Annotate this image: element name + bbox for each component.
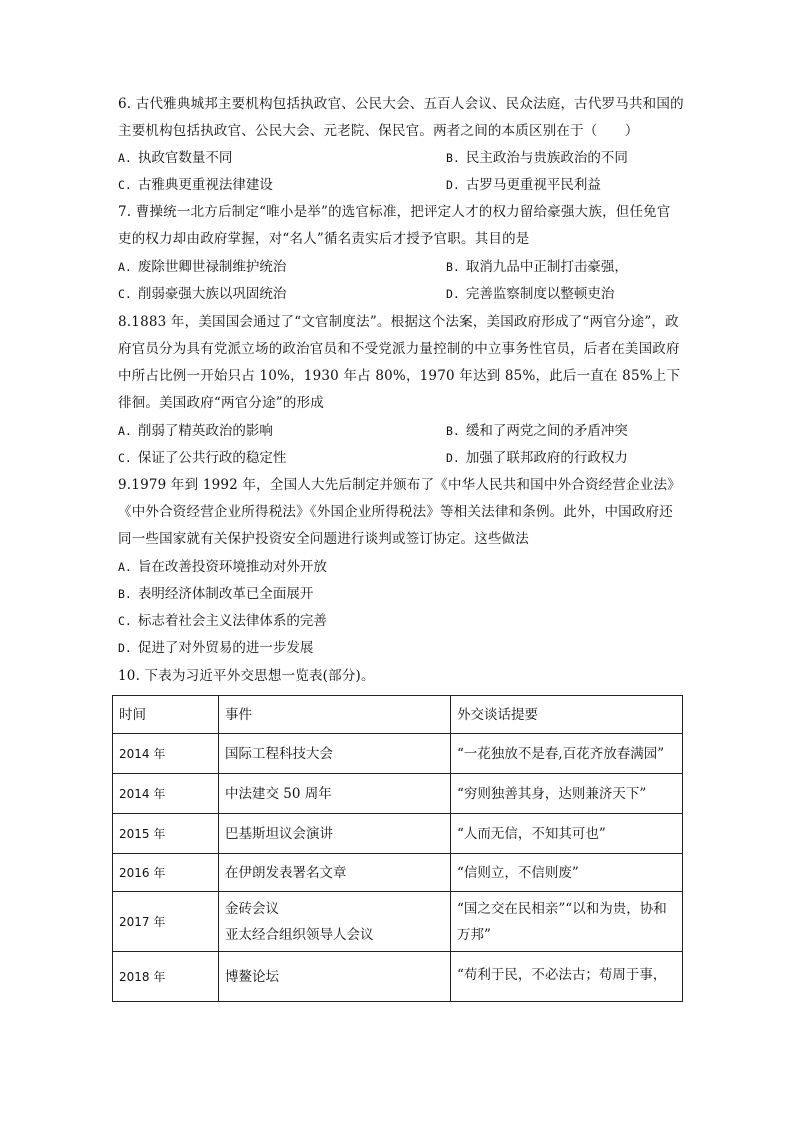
question-9-options — [118, 554, 684, 662]
option-c: C. 削弱豪强大族以巩固统治 — [118, 286, 287, 302]
option-b: B. 缓和了两党之间的矛盾冲突 — [446, 423, 628, 439]
option-d: D. 完善监察制度以整顿吏治 — [446, 286, 615, 302]
option-b: B. 民主政治与贵族政治的不同 — [446, 150, 628, 166]
option-c: C. 标志着社会主义法律体系的完善 — [118, 613, 327, 629]
option-row — [118, 281, 684, 308]
table-cell-quote: “一花独放不是春,百花齐放春满园” — [451, 734, 683, 774]
table-cell-quote: “苟利于民，不必法古；苟周于事， — [451, 952, 683, 1002]
table-row — [113, 734, 683, 774]
diplomacy-table — [112, 695, 683, 1002]
question-6-stem: 6. 古代雅典城邦主要机构包括执政官、公民大会、五百人会议、民众法庭，古代罗马共和国的主要机构包括执政官、公民大会、元老院、保民官。两者之间的本质区别在于（ ） — [118, 96, 684, 139]
question-6-options — [118, 145, 684, 199]
option-row — [118, 445, 684, 472]
table-cell-quote: “人而无信，不知其可也” — [451, 814, 683, 854]
option-row — [118, 254, 684, 281]
table-row — [113, 774, 683, 814]
table-cell-event: 在伊朗发表署名文章 — [219, 854, 451, 892]
table-cell-quote: “穷则独善其身，达则兼济天下” — [451, 774, 683, 814]
option-d: D. 促进了对外贸易的进一步发展 — [118, 640, 314, 656]
table-cell-event: 巴基斯坦议会演讲 — [219, 814, 451, 854]
question-8-options — [118, 418, 684, 472]
table-cell-event: 国际工程科技大会 — [219, 734, 451, 774]
table-header-row — [113, 696, 683, 734]
table-cell-event-line: 金砖会议 — [225, 900, 279, 917]
table-row — [113, 854, 683, 892]
table-cell-event — [219, 892, 451, 952]
table-row — [113, 952, 683, 1002]
table-cell-event: 博鳌论坛 — [219, 952, 451, 1002]
table-header-remarks: 外交谈话提要 — [451, 696, 683, 734]
option-c: C. 保证了公共行政的稳定性 — [118, 450, 287, 466]
option-a: A. 削弱了精英政治的影响 — [118, 423, 273, 439]
table-row — [113, 814, 683, 854]
table-header-time: 时间 — [113, 696, 219, 734]
option-row — [118, 172, 684, 199]
table-cell-year: 2017 年 — [113, 892, 219, 952]
table-row — [113, 892, 683, 952]
option-row — [118, 418, 684, 445]
option-a: A. 执政官数量不同 — [118, 150, 233, 166]
question-7-options — [118, 254, 684, 308]
table-cell-year: 2014 年 — [113, 774, 219, 814]
option-d: D. 古罗马更重视平民利益 — [446, 177, 601, 193]
table-cell-year: 2015 年 — [113, 814, 219, 854]
table-header-event: 事件 — [219, 696, 451, 734]
option-a: A. 废除世卿世禄制维护统治 — [118, 259, 287, 275]
table-cell-year: 2016 年 — [113, 854, 219, 892]
question-10-stem: 10. 下表为习近平外交思想一览表(部分)。 — [118, 668, 375, 684]
option-c: C. 古雅典更重视法律建设 — [118, 177, 273, 193]
option-a: A. 旨在改善投资环境推动对外开放 — [118, 559, 327, 575]
option-d: D. 加强了联邦政府的行政权力 — [446, 450, 628, 466]
question-7-stem: 7. 曹操统一北方后制定“唯小是举”的选官标准，把评定人才的权力留给豪强大族，但任免官吏的权力却由政府掌握，对“名人”循名责实后才授予官职。其目的是 — [118, 204, 671, 247]
table-cell-quote: “国之交在民相亲”“以和为贵，协和万邦” — [451, 892, 683, 952]
table-cell-event: 中法建交 50 周年 — [219, 774, 451, 814]
option-row — [118, 145, 684, 172]
table-cell-year: 2014 年 — [113, 734, 219, 774]
table-cell-event-line: 亚太经合组织领导人会议 — [225, 926, 374, 943]
table-cell-year: 2018 年 — [113, 952, 219, 1002]
option-b: B. 取消九品中正制打击豪强， — [446, 259, 628, 275]
question-9-stem: 9.1979 年到 1992 年，全国人大先后制定并颁布了《中华人民共和国中外合资经营企业法》《中外合资经营企业所得税法》《外国企业所得税法》等相关法律和条例。此外，中国政府还同一些国家就有关保护投资安全问题进行谈判或签订协定。这些做法 — [118, 477, 681, 547]
question-8-stem: 8.1883 年，美国国会通过了“文官制度法”。根据这个法案，美国政府形成了“两官分途”，政府官员分为具有党派立场的政治官员和不受党派力量控制的中立事务性官员，后者在美国政府中所占比例一开始只占 10%，1930 年占 80%，1970 年达到 85%，此后一直在 85%上下徘徊。美国政府“两官分途”的形成 — [118, 314, 681, 411]
option-b: B. 表明经济体制改革已全面展开 — [118, 586, 314, 602]
table-cell-quote: “信则立，不信则废” — [451, 854, 683, 892]
